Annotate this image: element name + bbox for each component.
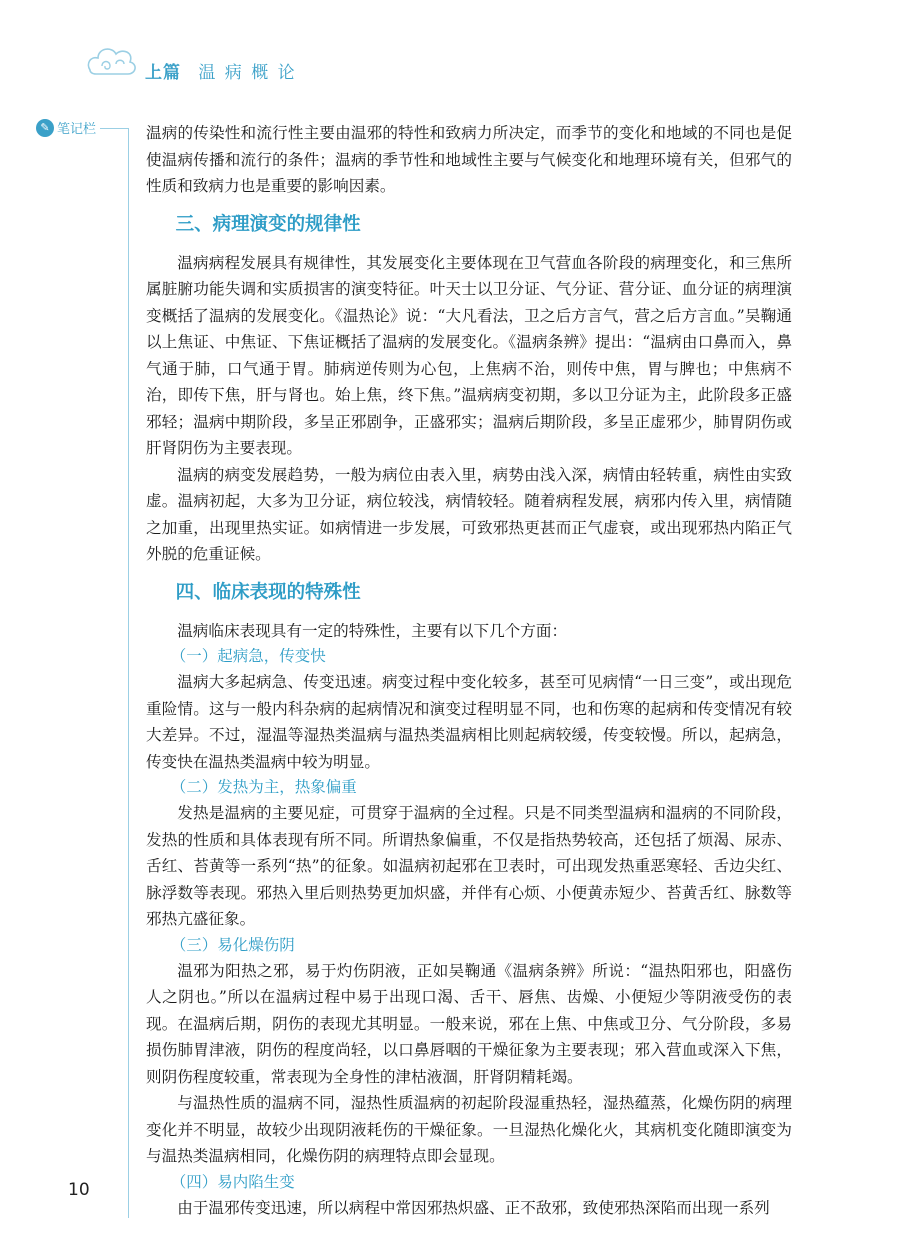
chapter-title: 温 病 概 论 [198, 63, 297, 83]
subsection-heading: （二）发热为主，热象偏重 [170, 778, 357, 796]
paragraph: 温病的传染性和流行性主要由温邪的特性和致病力所决定，而季节的变化和地域的不同也是促使温病传播和流行的条件；温病的季节性和地域性主要与气候变化和地理环境有关，但邪气的性质和致病力也是重要的影响因素。 [146, 124, 792, 195]
pencil-note-icon: ✎ [36, 119, 54, 137]
paragraph: 温邪为阳热之邪，易于灼伤阴液，正如吴鞠通《温病条辨》所说：“温热阳邪也，阳盛伤人之阴也。”所以在温病过程中易于出现口渴、舌干、唇焦、齿燥、小便短少等阴液受伤的表现。在温病后期，阴伤的表现尤其明显。一般来说，邪在上焦、中焦或卫分、气分阶段，多易损伤肺胃津液，阴伤的程度尚轻，以口鼻唇咽的干燥征象为主要表现；邪入营血或深入下焦，则阴伤程度较重，常表现为全身性的津枯液涸，肝肾阴精耗竭。 [146, 961, 792, 1086]
section-heading: 三、病理演变的规律性 [175, 213, 361, 235]
main-text [146, 120, 792, 1221]
note-divider-horizontal [100, 128, 128, 129]
section-heading: 四、临床表现的特殊性 [175, 581, 361, 603]
paragraph: 温病临床表现具有一定的特殊性，主要有以下几个方面： [177, 621, 568, 640]
note-divider-vertical [128, 128, 129, 1218]
page-header [0, 0, 900, 110]
cloud-ornament-icon [84, 40, 140, 80]
running-head [145, 58, 297, 83]
paragraph: 温病病程发展具有规律性，其发展变化主要体现在卫气营血各阶段的病理变化，和三焦所属脏腑功能失调和实质损害的演变特征。叶天士以卫分证、气分证、营分证、血分证的病理演变概括了温病的发展变化。《温热论》说：“大凡看法，卫之后方言气，营之后方言血。”吴鞠通以上焦证、中焦证、下焦证概括了温病的发展变化。《温病条辨》提出：“温病由口鼻而入，鼻气通于肺，口气通于胃。肺病逆传则为心包，上焦病不治，则传中焦，胃与脾也；中焦病不治，即传下焦，肝与肾也。始上焦，终下焦。”温病病变初期，多以卫分证为主，此阶段多正盛邪轻；温病中期阶段，多呈正邪剧争，正盛邪实；温病后期阶段，多呈正虚邪少，肺胃阴伤或肝肾阴伤为主要表现。 [146, 253, 792, 457]
subsection-heading: （一）起病急，传变快 [170, 647, 326, 665]
paragraph: 由于温邪传变迅速，所以病程中常因邪热炽盛、正不敌邪，致使邪热深陷而出现一系列 [177, 1198, 770, 1217]
note-column-badge [36, 118, 96, 137]
paragraph: 温病的病变发展趋势，一般为病位由表入里，病势由浅入深，病情由轻转重，病性由实致虚。温病初起，大多为卫分证，病位较浅，病情较轻。随着病程发展，病邪内传入里，病情随之加重，出现里热实证。如病情进一步发展，可致邪热更甚而正气虚衰，或出现邪热内陷正气外脱的危重证候。 [146, 465, 792, 563]
subsection-heading: （三）易化燥伤阴 [170, 935, 295, 954]
subsection-heading: （四）易内陷生变 [170, 1172, 295, 1191]
part-label: 上篇 [145, 63, 181, 83]
page-number: 10 [68, 1180, 90, 1200]
note-column-label: 笔记栏 [57, 122, 97, 137]
paragraph: 温病大多起病急、传变迅速。病变过程中变化较多，甚至可见病情“一日三变”，或出现危重险情。这与一般内科杂病的起病情况和演变过程明显不同，也和伤寒的起病和传变情况有较大差异。不过，湿温等湿热类温病与温热类温病相比则起病较缓，传变较慢。所以，起病急，传变快在温热类温病中较为明显。 [146, 673, 792, 771]
paragraph: 与温热性质的温病不同，湿热性质温病的初起阶段湿重热轻，湿热蕴蒸，化燥伤阴的病理变化并不明显，故较少出现阴液耗伤的干燥征象。一旦湿热化燥化火，其病机变化随即演变为与温热类温病相同，化燥伤阴的病理特点即会显现。 [146, 1094, 792, 1165]
paragraph: 发热是温病的主要见症，可贯穿于温病的全过程。只是不同类型温病和温病的不同阶段，发热的性质和具体表现有所不同。所谓热象偏重，不仅是指热势较高，还包括了烦渴、尿赤、舌红、苔黄等一系列“热”的征象。如温病初起邪在卫表时，可出现发热重恶寒轻、舌边尖红、脉浮数等表现。邪热入里后则热势更加炽盛，并伴有心烦、小便黄赤短少、苔黄舌红、脉数等邪热亢盛征象。 [146, 804, 792, 928]
